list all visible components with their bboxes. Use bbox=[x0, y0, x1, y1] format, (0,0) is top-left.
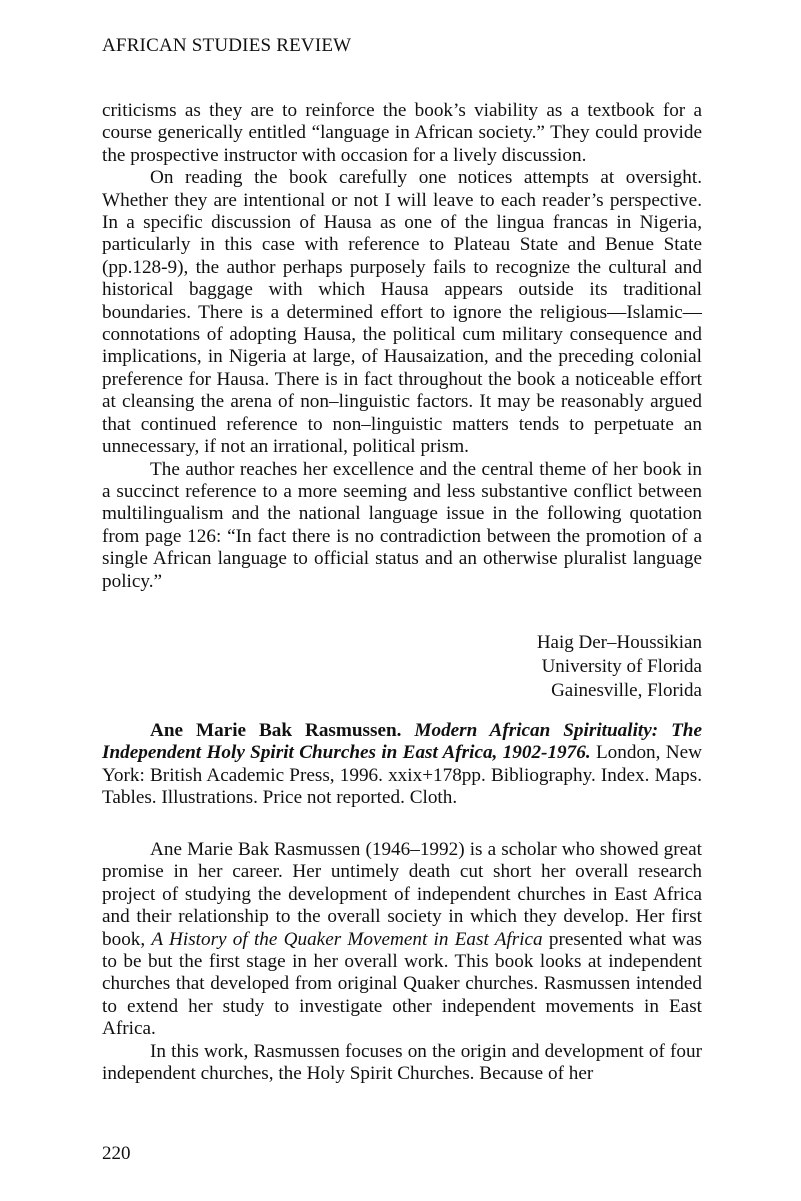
running-head: AFRICAN STUDIES REVIEW bbox=[102, 35, 352, 56]
reviewer-affiliation: University of Florida bbox=[541, 656, 702, 677]
reviewer-name: Haig Der–Houssikian bbox=[536, 632, 702, 653]
book-author: Ane Marie Bak Rasmussen. bbox=[150, 720, 402, 741]
reviewer-location: Gainesville, Florida bbox=[551, 680, 702, 701]
paragraph-scholar bbox=[102, 839, 702, 1041]
paragraph-focus: In this work, Rasmussen focuses on the origin and development of four independent churches, the Holy Spirit Churches. Because of her bbox=[102, 1040, 702, 1085]
page-number: 220 bbox=[102, 1143, 131, 1164]
reviewer-signature bbox=[420, 631, 702, 703]
review-body-rasmussen bbox=[102, 839, 702, 1085]
paragraph-scholar-start: Ane Marie Bak Rasmussen (1946–1992) is a scholar who showed great promise in her career. Her untimely death cut short her overall research project of studying the development of independent churches in East Africa and their relationship to the overall society in which they develop. Her first book, bbox=[102, 839, 702, 950]
book-publication: London, New York: British Academic Press, 1996. xxix+178pp. Bibliography. Index. Maps. Tables. Illustrations. Price not reported. Cloth. bbox=[102, 742, 702, 809]
book-title: Modern African Spirituality: The Independent Holy Spirit Churches in East Africa, 1902-1976. bbox=[102, 720, 702, 764]
book-citation bbox=[102, 720, 702, 810]
citation-paragraph bbox=[102, 720, 702, 810]
review-body-continued bbox=[102, 100, 702, 593]
paragraph-scholar-end: presented what was to be but the first stage in her overall work. This book looks at independent churches that developed from original Quaker churches. Rasmussen intended to extend her study to investigate other independent movements in East Africa. bbox=[102, 928, 703, 1040]
paragraph-central-theme: The author reaches her excellence and the central theme of her book in a succinct reference to a more seeming and less substantive conflict between multilingualism and the national language issue in the following quotation from page 126: “In fact there is no contradiction between the promotion of a single African language to official status and an otherwise pluralist language policy.” bbox=[102, 458, 702, 592]
quaker-book-title: A History of the Quaker Movement in East Africa bbox=[151, 928, 543, 950]
paragraph-continued: criticisms as they are to reinforce the book’s viability as a textbook for a course generically entitled “language in African society.” They could provide the prospective instructor with occasion for a lively discussion. bbox=[102, 100, 702, 166]
paragraph-oversight: On reading the book carefully one notices attempts at oversight. Whether they are intentional or not I will leave to each reader’s perspective. In a specific discussion of Hausa as one of the lingua francas in Nigeria, particularly in this case with reference to Plateau State and Benue State (pp.128-9), the author perhaps purposely fails to recognize the cultural and historical baggage with which Hausa appears outside its traditional boundaries. There is a determined effort to ignore the religious—Islamic—connotations of adopting Hausa, the political cum military consequence and implications, in Nigeria at large, of Hausaization, and the preceding colonial preference for Hausa. There is in fact throughout the book a noticeable effort at cleansing the arena of non–linguistic factors. It may be reasonably argued that continued reference to non–linguistic matters tends to perpetuate an unnecessary, if not an irrational, political prism. bbox=[102, 167, 702, 458]
